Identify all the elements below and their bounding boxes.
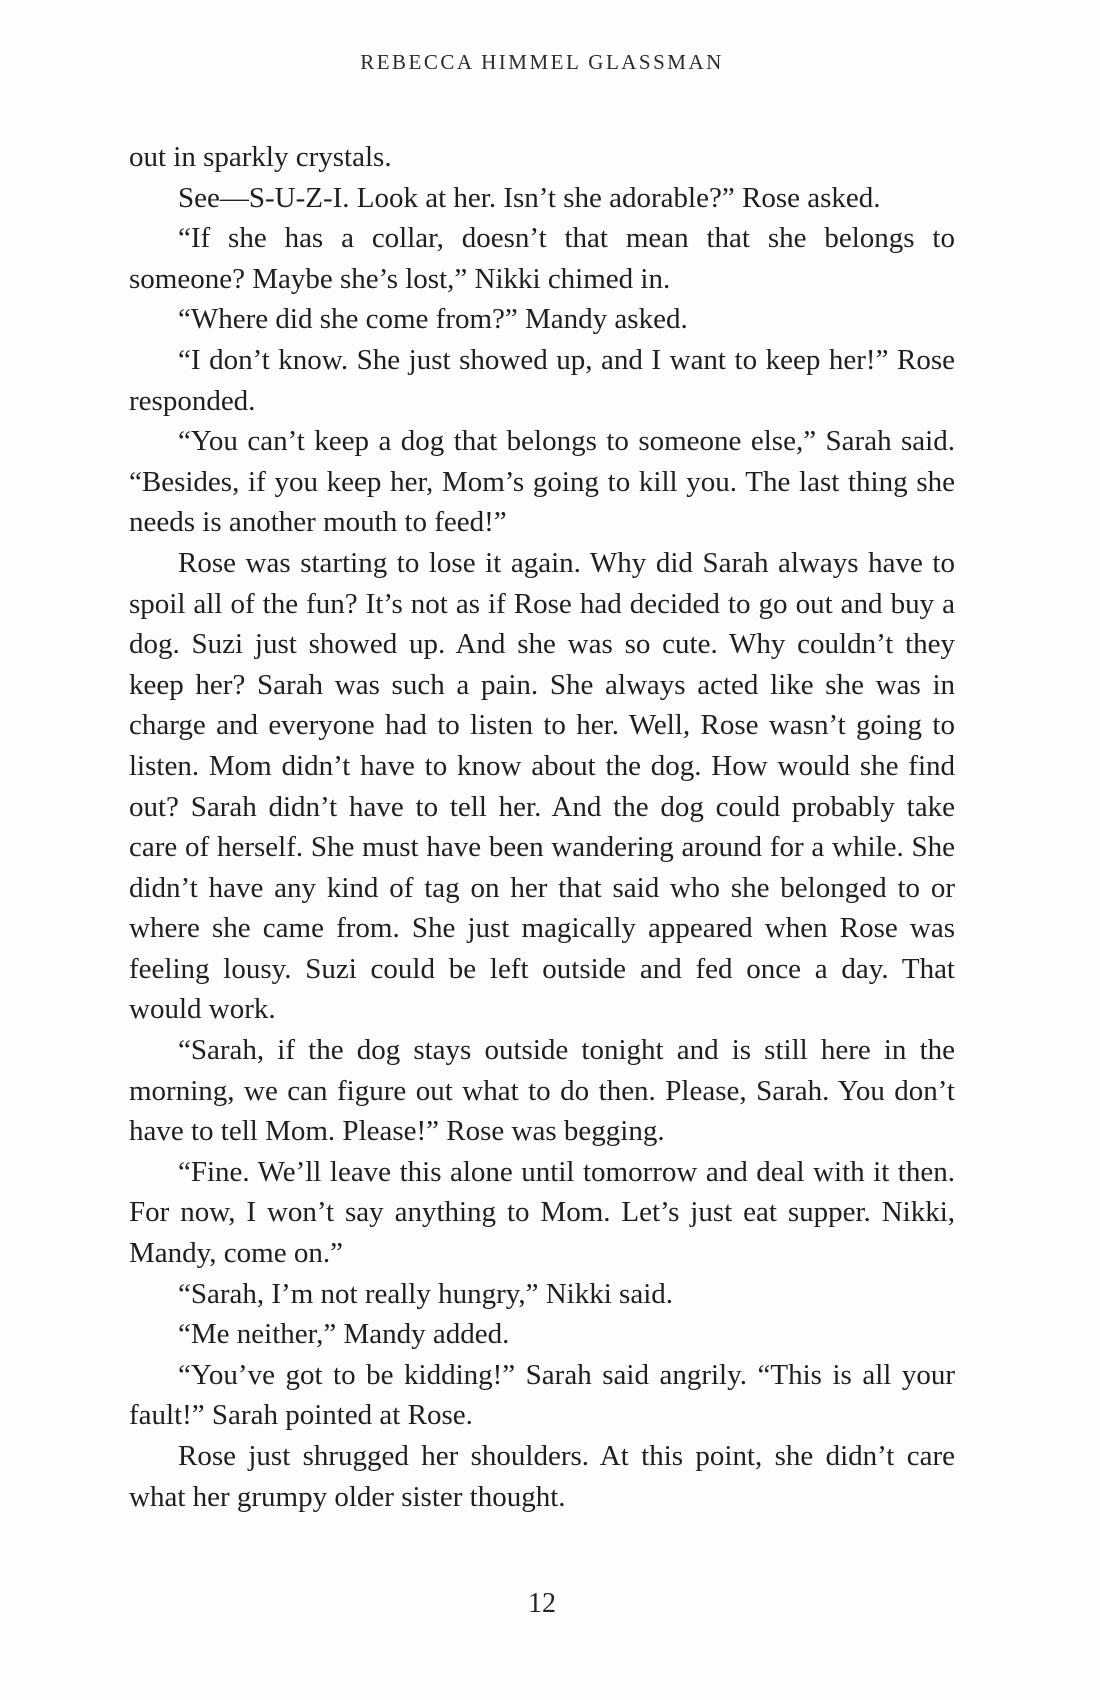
running-header: REBECCA HIMMEL GLASSMAN: [360, 50, 724, 74]
paragraph: “I don’t know. She just showed up, and I want to keep her!” Rose responded.: [129, 343, 955, 417]
paragraph: “You’ve got to be kidding!” Sarah said angrily. “This is all your fault!” Sarah pointed at Rose.: [129, 1358, 955, 1432]
paragraph: “Me neither,” Mandy added.: [178, 1318, 510, 1351]
paragraph: “If she has a collar, doesn’t that mean that she belongs to someone? Maybe she’s lost,” Nikki chimed in.: [129, 222, 955, 295]
paragraph: See—S-U-Z-I. Look at her. Isn’t she adorable?” Rose asked.: [178, 181, 881, 214]
paragraph: “Fine. We’ll leave this alone until tomorrow and deal with it then. For now, I won’t say anything to Mom. Let’s just eat supper. Nikki, Mandy, come on.”: [129, 1155, 955, 1270]
paragraph: “Where did she come from?” Mandy asked.: [178, 303, 688, 336]
body-text: [129, 137, 955, 1517]
paragraph: “Sarah, I’m not really hungry,” Nikki said.: [178, 1277, 674, 1310]
paragraph: out in sparkly crystals.: [129, 141, 392, 173]
paragraph: Rose just shrugged her shoulders. At this point, she didn’t care what her grumpy older sister thought.: [129, 1440, 955, 1513]
paragraph: “Sarah, if the dog stays outside tonight and is still here in the morning, we can figure out what to do then. Please, Sarah. You don’t have to tell Mom. Please!” Rose was begging.: [129, 1034, 955, 1148]
paragraph: “You can’t keep a dog that belongs to someone else,” Sarah said. “Besides, if you keep her, Mom’s going to kill you. The last thing she needs is another mouth to feed!”: [129, 425, 955, 539]
page-number: 12: [528, 1588, 556, 1619]
paragraph: Rose was starting to lose it again. Why did Sarah always have to spoil all of the fun? It’s not as if Rose had decided to go out and buy a dog. Suzi just showed up. And she was so cute. Why couldn’t they keep her? Sarah was such a pain. She always acted like she was in charge and everyone had to listen to her. Well, Rose wasn’t going to listen. Mom didn’t have to know about the dog. How would she find out? Sarah didn’t have to tell her. And the dog could probably take care of herself. She must have been wandering around for a while. She didn’t have any kind of tag on her that said who she belonged to or where she came from. She just magically appeared when Rose was feeling lousy. Suzi could be left outside and fed once a day. That would work.: [129, 546, 955, 1026]
